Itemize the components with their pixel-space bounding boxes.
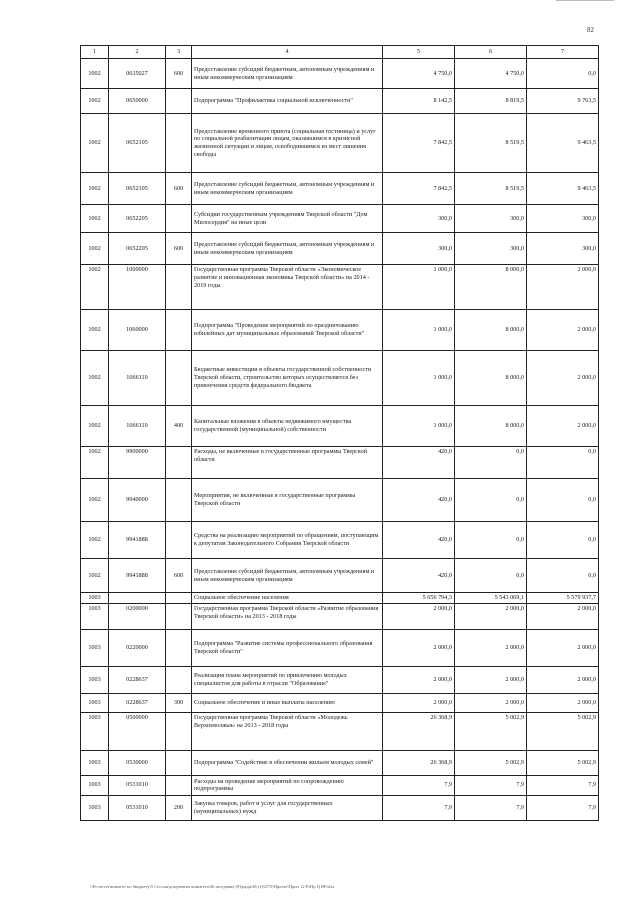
amount-col6-cell: 5 002,9 <box>455 712 527 750</box>
table-row <box>81 693 599 712</box>
target-article-cell: 9900000 <box>109 447 166 479</box>
amount-col6-cell: 8 000,0 <box>455 265 527 310</box>
amount-col6-cell: 300,0 <box>455 205 527 233</box>
amount-col7-cell: 300,0 <box>527 205 599 233</box>
expense-type-cell <box>166 603 192 629</box>
amount-col5-cell: 1 000,0 <box>383 310 455 351</box>
section-code-cell: 1003 <box>81 712 109 750</box>
target-article-cell: 9940000 <box>109 479 166 522</box>
item-name-cell: Закупка товаров, работ и услуг для государственных (муниципальных) нужд <box>192 795 383 820</box>
item-name-cell: Социальное обеспечение и иные выплаты населению <box>192 693 383 712</box>
header-cell: 6 <box>455 46 527 59</box>
header-cell: 2 <box>109 46 166 59</box>
expense-type-cell: 600 <box>166 233 192 265</box>
expense-type-cell: 300 <box>166 693 192 712</box>
table-row <box>81 205 599 233</box>
section-code-cell: 1002 <box>81 479 109 522</box>
table-row <box>81 603 599 629</box>
amount-col5-cell: 7,9 <box>383 775 455 795</box>
amount-col5-cell: 420,0 <box>383 447 455 479</box>
expense-type-cell: 200 <box>166 795 192 820</box>
amount-col7-cell: 0,0 <box>527 559 599 593</box>
table-row <box>81 265 599 310</box>
amount-col6-cell: 2 000,0 <box>455 629 527 666</box>
amount-col5-cell: 420,0 <box>383 559 455 593</box>
section-code-cell: 1003 <box>81 629 109 666</box>
amount-col6-cell: 8 519,5 <box>455 173 527 205</box>
target-article-cell <box>109 593 166 604</box>
table-row <box>81 775 599 795</box>
amount-col6-cell: 7,9 <box>455 795 527 820</box>
section-code-cell: 1002 <box>81 310 109 351</box>
table-row <box>81 114 599 173</box>
section-code-cell: 1003 <box>81 666 109 693</box>
table-row <box>81 593 599 604</box>
table-row <box>81 750 599 775</box>
header-cell: 3 <box>166 46 192 59</box>
target-article-cell: 0652105 <box>109 173 166 205</box>
amount-col5-cell: 5 656 794,3 <box>383 593 455 604</box>
expense-type-cell <box>166 114 192 173</box>
amount-col7-cell: 2 000,0 <box>527 693 599 712</box>
amount-col7-cell: 2 000,0 <box>527 265 599 310</box>
target-article-cell: 0531010 <box>109 795 166 820</box>
section-code-cell: 1003 <box>81 603 109 629</box>
table-row <box>81 522 599 559</box>
item-name-cell: Предоставление субсидий бюджетным, автономным учреждениям и иным некоммерческим организациям <box>192 173 383 205</box>
amount-col6-cell: 8 000,0 <box>455 351 527 406</box>
amount-col5-cell: 1 000,0 <box>383 265 455 310</box>
amount-col5-cell: 300,0 <box>383 205 455 233</box>
item-name-cell: Подпрограмма "Проведение мероприятий по праздничованию юбилейных дат муниципальных образований Тверской области" <box>192 310 383 351</box>
amount-col6-cell: 300,0 <box>455 233 527 265</box>
header-cell: 4 <box>192 46 383 59</box>
item-name-cell: Расходы, не включенные в государственные программы Тверской области <box>192 447 383 479</box>
target-article-cell: 1066110 <box>109 351 166 406</box>
item-name-cell: Подпрограмма "Развитие системы профессионального образования Тверской области" <box>192 629 383 666</box>
footer-file-path: \\Fs-server\комитет по бюджету\5 Сессия\документы комитета\46 заседание (9)\ради\46 (1)\47\5\Проект\Прил 12 РзПр Ц ВР.xlsx <box>90 884 335 889</box>
amount-col5-cell: 2 000,0 <box>383 666 455 693</box>
section-code-cell: 1002 <box>81 173 109 205</box>
header-cell: 5 <box>383 46 455 59</box>
target-article-cell: 1000000 <box>109 265 166 310</box>
item-name-cell: Государственная программа Тверской области «Молодежь Верхневолжья» на 2013 - 2018 годы <box>192 712 383 750</box>
amount-col5-cell: 420,0 <box>383 522 455 559</box>
table-row <box>81 89 599 114</box>
amount-col6-cell: 2 000,0 <box>455 693 527 712</box>
target-article-cell: 1066110 <box>109 406 166 447</box>
table-row <box>81 479 599 522</box>
amount-col7-cell: 0,0 <box>527 447 599 479</box>
table-row <box>81 59 599 89</box>
item-name-cell: Капитальные вложения в объекты недвижимого имущества государственной (муниципальной) собственности <box>192 406 383 447</box>
table-row <box>81 712 599 750</box>
amount-col5-cell: 420,0 <box>383 479 455 522</box>
header-cell: 7 <box>527 46 599 59</box>
table-row <box>81 447 599 479</box>
page-number: 82 <box>587 26 594 34</box>
amount-col5-cell: 7 842,5 <box>383 173 455 205</box>
section-code-cell: 1002 <box>81 447 109 479</box>
section-code-cell: 1003 <box>81 750 109 775</box>
amount-col6-cell: 5 002,9 <box>455 750 527 775</box>
target-article-cell: 0635027 <box>109 59 166 89</box>
amount-col7-cell: 9 763,5 <box>527 89 599 114</box>
amount-col7-cell: 2 000,0 <box>527 310 599 351</box>
item-name-cell: Предоставление субсидий бюджетным, автономным учреждениям и иным некоммерческим организациям <box>192 233 383 265</box>
amount-col6-cell: 5 543 069,1 <box>455 593 527 604</box>
amount-col7-cell: 5 002,9 <box>527 750 599 775</box>
item-name-cell: Социальное обеспечение населения <box>192 593 383 604</box>
item-name-cell: Подпрограмма "Содействие в обеспечении жильем молодых семей" <box>192 750 383 775</box>
amount-col7-cell: 7,9 <box>527 775 599 795</box>
target-article-cell: 0500000 <box>109 712 166 750</box>
item-name-cell: Государственная программа Тверской области «Экономическое развитие и инновационная экономика Тверской области» на 2014 - 2019 годы <box>192 265 383 310</box>
target-article-cell: 0531010 <box>109 775 166 795</box>
amount-col7-cell: 9 463,5 <box>527 173 599 205</box>
expense-type-cell <box>166 750 192 775</box>
target-article-cell: 0650000 <box>109 89 166 114</box>
item-name-cell: Предоставление временного приюта (социальная гостиница) и услуг по социальной реабилитации лицам, оказавшимся в кризисной жизненной ситуации и лицам, освободившимся из мест лишения свободы <box>192 114 383 173</box>
top-edge-mark <box>556 0 614 3</box>
table-row <box>81 795 599 820</box>
item-name-cell: Предоставление субсидий бюджетным, автономным учреждениям и иным некоммерческим организациям <box>192 559 383 593</box>
amount-col5-cell: 2 000,0 <box>383 629 455 666</box>
target-article-cell: 9941888 <box>109 522 166 559</box>
section-code-cell: 1003 <box>81 795 109 820</box>
amount-col7-cell: 5 002,9 <box>527 712 599 750</box>
section-code-cell: 1002 <box>81 89 109 114</box>
target-article-cell: 0652205 <box>109 205 166 233</box>
amount-col5-cell: 1 000,0 <box>383 351 455 406</box>
amount-col6-cell: 0,0 <box>455 559 527 593</box>
target-article-cell: 0652105 <box>109 114 166 173</box>
section-code-cell: 1002 <box>81 233 109 265</box>
amount-col6-cell: 0,0 <box>455 447 527 479</box>
expense-type-cell <box>166 666 192 693</box>
budget-table <box>80 45 599 821</box>
section-code-cell: 1002 <box>81 265 109 310</box>
expense-type-cell <box>166 89 192 114</box>
item-name-cell: Средства на реализацию мероприятий по обращениям, поступающим к депутатам Законодательного Собрания Тверской области <box>192 522 383 559</box>
section-code-cell: 1002 <box>81 114 109 173</box>
amount-col7-cell: 2 000,0 <box>527 629 599 666</box>
target-article-cell: 0228637 <box>109 666 166 693</box>
item-name-cell: Государственная программа Тверской области «Развитие образования Тверской области» на 2013 - 2018 годы <box>192 603 383 629</box>
header-row <box>81 46 599 59</box>
amount-col7-cell: 9 463,5 <box>527 114 599 173</box>
amount-col5-cell: 2 000,0 <box>383 603 455 629</box>
amount-col5-cell: 4 750,0 <box>383 59 455 89</box>
amount-col6-cell: 4 750,0 <box>455 59 527 89</box>
amount-col7-cell: 0,0 <box>527 479 599 522</box>
amount-col7-cell: 2 000,0 <box>527 406 599 447</box>
amount-col7-cell: 2 000,0 <box>527 603 599 629</box>
section-code-cell: 1002 <box>81 559 109 593</box>
item-name-cell: Расходы на проведение мероприятий по сопровождению подпрограммы <box>192 775 383 795</box>
expense-type-cell <box>166 712 192 750</box>
header-cell: 1 <box>81 46 109 59</box>
item-name-cell: Субсидии государственным учреждениям Тверской области "Дом Милосердия" на иные цели <box>192 205 383 233</box>
target-article-cell: 0228637 <box>109 693 166 712</box>
item-name-cell: Мероприятия, не включенные в государственные программы Тверской области <box>192 479 383 522</box>
target-article-cell: 0220000 <box>109 629 166 666</box>
amount-col7-cell: 300,0 <box>527 233 599 265</box>
target-article-cell: 0200000 <box>109 603 166 629</box>
amount-col7-cell: 7,9 <box>527 795 599 820</box>
amount-col7-cell: 2 000,0 <box>527 666 599 693</box>
amount-col7-cell: 0,0 <box>527 522 599 559</box>
amount-col5-cell: 7,9 <box>383 795 455 820</box>
section-code-cell: 1003 <box>81 693 109 712</box>
amount-col5-cell: 26 368,9 <box>383 750 455 775</box>
section-code-cell: 1002 <box>81 406 109 447</box>
expense-type-cell <box>166 593 192 604</box>
table-row <box>81 233 599 265</box>
expense-type-cell: 400 <box>166 406 192 447</box>
amount-col5-cell: 1 000,0 <box>383 406 455 447</box>
expense-type-cell: 600 <box>166 59 192 89</box>
expense-type-cell <box>166 310 192 351</box>
section-code-cell: 1002 <box>81 351 109 406</box>
amount-col6-cell: 7,9 <box>455 775 527 795</box>
section-code-cell: 1002 <box>81 59 109 89</box>
section-code-cell: 1002 <box>81 205 109 233</box>
section-code-cell: 1003 <box>81 593 109 604</box>
expense-type-cell <box>166 265 192 310</box>
amount-col7-cell: 5 579 937,7 <box>527 593 599 604</box>
amount-col7-cell: 0,0 <box>527 59 599 89</box>
item-name-cell: Реализация плана мероприятий по привлечению молодых специалистов для работы в отрасли "Образование" <box>192 666 383 693</box>
section-code-cell: 1002 <box>81 522 109 559</box>
amount-col5-cell: 8 142,5 <box>383 89 455 114</box>
expense-type-cell <box>166 629 192 666</box>
table-row <box>81 351 599 406</box>
target-article-cell: 9941888 <box>109 559 166 593</box>
expense-type-cell <box>166 447 192 479</box>
section-code-cell: 1003 <box>81 775 109 795</box>
table-row <box>81 629 599 666</box>
expense-type-cell <box>166 479 192 522</box>
table-row <box>81 173 599 205</box>
amount-col7-cell: 2 000,0 <box>527 351 599 406</box>
expense-type-cell <box>166 775 192 795</box>
amount-col6-cell: 8 000,0 <box>455 406 527 447</box>
expense-type-cell: 600 <box>166 173 192 205</box>
target-article-cell: 1060000 <box>109 310 166 351</box>
item-name-cell: Подпрограмма "Профилактика социальной исключенности" <box>192 89 383 114</box>
amount-col6-cell: 8 519,5 <box>455 114 527 173</box>
table-row <box>81 406 599 447</box>
amount-col6-cell: 8 000,0 <box>455 310 527 351</box>
item-name-cell: Бюджетные инвестиции в объекты государственной собственности Тверской области, строительство которых осуществляется без привлечения средств федерального бюджета <box>192 351 383 406</box>
target-article-cell: 0530000 <box>109 750 166 775</box>
amount-col6-cell: 8 819,5 <box>455 89 527 114</box>
amount-col6-cell: 0,0 <box>455 522 527 559</box>
amount-col6-cell: 0,0 <box>455 479 527 522</box>
amount-col6-cell: 2 000,0 <box>455 603 527 629</box>
amount-col5-cell: 7 842,5 <box>383 114 455 173</box>
expense-type-cell <box>166 522 192 559</box>
expense-type-cell: 600 <box>166 559 192 593</box>
expense-type-cell <box>166 351 192 406</box>
table-row <box>81 666 599 693</box>
amount-col5-cell: 2 000,0 <box>383 693 455 712</box>
amount-col5-cell: 300,0 <box>383 233 455 265</box>
target-article-cell: 0652205 <box>109 233 166 265</box>
amount-col6-cell: 2 000,0 <box>455 666 527 693</box>
expense-type-cell <box>166 205 192 233</box>
table-row <box>81 559 599 593</box>
item-name-cell: Предоставление субсидий бюджетным, автономным учреждениям и иным некоммерческим организациям <box>192 59 383 89</box>
amount-col5-cell: 26 368,9 <box>383 712 455 750</box>
table-row <box>81 310 599 351</box>
